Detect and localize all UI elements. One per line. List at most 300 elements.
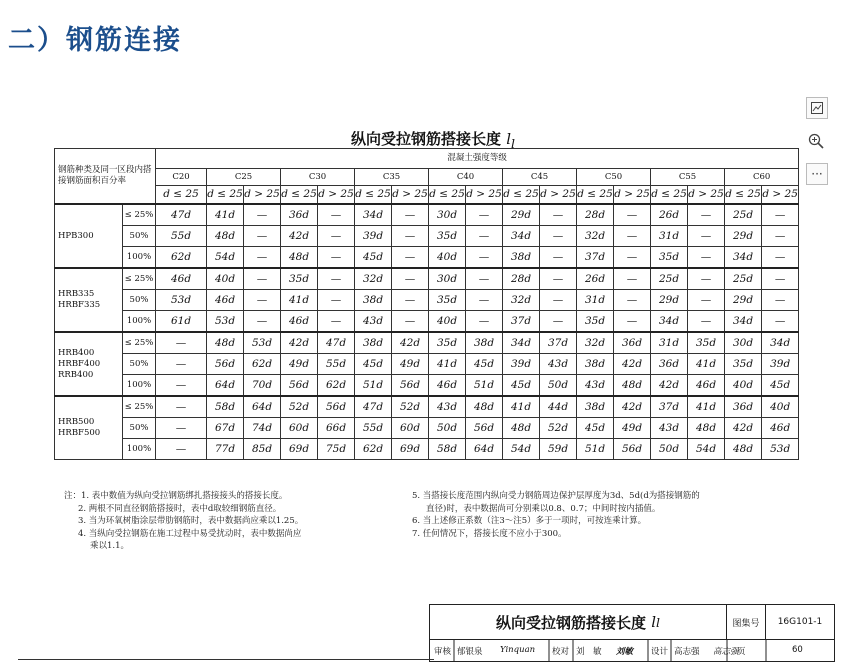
grade-header: C55 — [651, 169, 725, 186]
lap-length-cell: 52d — [281, 396, 318, 418]
lap-length-cell: — — [156, 332, 207, 354]
lap-length-cell: 41d — [281, 290, 318, 311]
lap-length-cell: — — [392, 290, 429, 311]
lap-length-cell: — — [614, 247, 651, 269]
lap-length-cell: 46d — [429, 375, 466, 397]
table-row — [55, 354, 799, 375]
lap-length-cell: 29d — [503, 204, 540, 226]
lap-length-cell: 43d — [429, 396, 466, 418]
lap-length-cell: 56d — [318, 396, 355, 418]
lap-length-cell: 49d — [614, 418, 651, 439]
lap-length-cell: 51d — [355, 375, 392, 397]
lap-length-cell: 32d — [355, 268, 392, 290]
lap-length-cell: 48d — [466, 396, 503, 418]
lap-length-cell: — — [156, 354, 207, 375]
lap-length-cell: 29d — [725, 290, 762, 311]
lap-length-cell: 36d — [725, 396, 762, 418]
lap-length-cell: 29d — [725, 226, 762, 247]
lap-length-cell: 48d — [281, 247, 318, 269]
lap-length-cell: 35d — [281, 268, 318, 290]
lap-length-cell: — — [466, 204, 503, 226]
lap-length-cell: — — [540, 268, 577, 290]
percentage-cell: 50% — [123, 226, 156, 247]
diameter-subheader: d ≤ 25 — [577, 186, 614, 205]
percentage-cell: 100% — [123, 375, 156, 397]
lap-length-cell: 34d — [725, 247, 762, 269]
steel-type-label: HRBF335 — [58, 300, 101, 310]
lap-length-cell: 42d — [281, 226, 318, 247]
lap-length-cell: 55d — [156, 226, 207, 247]
table-title: 纵向受拉钢筋搭接长度 $l_l$ — [350, 130, 516, 151]
lap-length-cell: 47d — [355, 396, 392, 418]
grade-header: C45 — [503, 169, 577, 186]
lap-length-cell: — — [392, 311, 429, 333]
lap-length-cell: — — [762, 311, 799, 333]
percentage-cell: 50% — [123, 290, 156, 311]
percentage-cell: 50% — [123, 354, 156, 375]
lap-length-cell: 85d — [244, 439, 281, 460]
lap-length-cell: 48d — [688, 418, 725, 439]
lap-length-cell: 38d — [355, 332, 392, 354]
diameter-subheader: d > 25 — [318, 186, 355, 205]
diameter-subheader: d ≤ 25 — [503, 186, 540, 205]
lap-length-cell: 67d — [207, 418, 244, 439]
lap-length-cell: — — [156, 418, 207, 439]
title-block-title: 纵向受拉钢筋搭接长度 l l — [430, 605, 727, 640]
lap-length-cell: — — [156, 439, 207, 460]
lap-length-cell: — — [688, 204, 725, 226]
diameter-subheader: d > 25 — [244, 186, 281, 205]
lap-length-cell: — — [318, 290, 355, 311]
percentage-cell: 100% — [123, 311, 156, 333]
lap-length-cell: 35d — [429, 226, 466, 247]
lap-length-cell: 41d — [688, 354, 725, 375]
lap-length-cell: — — [156, 396, 207, 418]
lap-length-cell: — — [318, 204, 355, 226]
steel-type-label: RRB400 — [58, 369, 94, 380]
percentage-cell: ≤ 25% — [123, 204, 156, 226]
lap-length-cell: 32d — [503, 290, 540, 311]
lap-length-cell: 47d — [318, 332, 355, 354]
lap-length-cell: 54d — [503, 439, 540, 460]
lap-length-cell: 69d — [281, 439, 318, 460]
lap-length-cell: 35d — [577, 311, 614, 333]
lap-length-cell: 37d — [577, 247, 614, 269]
lap-length-cell: — — [762, 247, 799, 269]
lap-length-cell: — — [688, 268, 725, 290]
lap-length-cell: — — [688, 311, 725, 333]
lap-length-cell: 46d — [156, 268, 207, 290]
lap-length-cell: 37d — [651, 396, 688, 418]
lap-length-cell: 35d — [651, 247, 688, 269]
design-name: 高志强 — [674, 647, 700, 657]
lap-length-cell: 28d — [577, 204, 614, 226]
lap-length-cell: — — [244, 226, 281, 247]
header-row-2 — [55, 169, 799, 186]
steel-type-label: HRBF500 — [58, 428, 101, 438]
lap-length-cell: 56d — [281, 375, 318, 397]
steel-type-cell — [55, 332, 123, 396]
note-line: 2. 两根不同直径钢筋搭接时，表中d取较细钢筋直径。 — [78, 503, 282, 514]
lap-length-cell: 31d — [651, 332, 688, 354]
lap-length-cell: — — [466, 226, 503, 247]
table-row — [55, 290, 799, 311]
lap-length-cell: 25d — [725, 268, 762, 290]
diameter-subheader: d ≤ 25 — [156, 186, 207, 205]
table-row — [55, 439, 799, 460]
lap-length-cell: — — [540, 204, 577, 226]
lap-length-cell: 56d — [207, 354, 244, 375]
diameter-subheader: d > 25 — [614, 186, 651, 205]
notes-right — [412, 490, 782, 540]
review-name: 郁银泉 — [457, 647, 483, 657]
lap-length-cell: — — [614, 268, 651, 290]
title-block — [429, 604, 835, 662]
lap-length-cell: 44d — [540, 396, 577, 418]
lap-length-cell: — — [392, 268, 429, 290]
percentage-cell: ≤ 25% — [123, 332, 156, 354]
lap-length-cell: — — [688, 290, 725, 311]
lap-length-cell: — — [244, 290, 281, 311]
lap-length-cell: 59d — [540, 439, 577, 460]
lap-length-cell: 37d — [503, 311, 540, 333]
lap-length-cell: 36d — [614, 332, 651, 354]
lap-length-cell: 41d — [429, 354, 466, 375]
diameter-subheader: d > 25 — [392, 186, 429, 205]
atlas-label: 图集号 — [727, 605, 766, 640]
lap-length-cell: 58d — [207, 396, 244, 418]
lap-length-cell: 35d — [429, 290, 466, 311]
lap-length-cell: 48d — [614, 375, 651, 397]
lap-length-cell: 42d — [614, 396, 651, 418]
concrete-grade-header: 混凝土强度等级 — [156, 149, 799, 169]
table-row — [55, 396, 799, 418]
lap-length-cell: 62d — [318, 375, 355, 397]
lap-length-cell: — — [540, 290, 577, 311]
lap-length-cell: — — [244, 311, 281, 333]
bottom-rule — [18, 659, 434, 660]
lap-length-cell: 61d — [156, 311, 207, 333]
lap-length-cell: 41d — [503, 396, 540, 418]
diameter-subheader: d > 25 — [466, 186, 503, 205]
lap-length-cell: — — [614, 226, 651, 247]
percentage-cell: ≤ 25% — [123, 268, 156, 290]
note-line: 4. 当纵向受拉钢筋在施工过程中易受扰动时，表中数据尚应 — [78, 528, 302, 539]
lap-length-cell: 43d — [355, 311, 392, 333]
lap-length-cell: 31d — [577, 290, 614, 311]
lap-length-cell: 64d — [207, 375, 244, 397]
note-line: 7. 任何情况下，搭接长度不应小于300。 — [412, 528, 567, 539]
lap-length-cell: — — [244, 268, 281, 290]
lap-length-cell: 60d — [392, 418, 429, 439]
lap-length-cell: — — [688, 226, 725, 247]
lap-length-cell: 53d — [207, 311, 244, 333]
lap-length-cell: 35d — [688, 332, 725, 354]
lap-length-cell: 30d — [429, 268, 466, 290]
lap-length-cell: 74d — [244, 418, 281, 439]
grade-header: C25 — [207, 169, 281, 186]
lap-length-cell: 34d — [503, 226, 540, 247]
table-row — [55, 247, 799, 269]
lap-length-cell: 69d — [392, 439, 429, 460]
lap-length-cell: 39d — [355, 226, 392, 247]
lap-length-cell: 49d — [281, 354, 318, 375]
lap-length-cell: 34d — [503, 332, 540, 354]
diameter-subheader: d > 25 — [688, 186, 725, 205]
lap-length-cell: — — [688, 247, 725, 269]
atlas-number: 16G101-1 — [766, 605, 834, 640]
page-heading: 二）钢筋连接 — [8, 25, 182, 56]
lap-length-cell: — — [762, 226, 799, 247]
lap-length-cell: 31d — [651, 226, 688, 247]
lap-length-cell: — — [244, 204, 281, 226]
steel-type-label: HRB400 — [58, 347, 95, 358]
review-signature: Yinquan — [500, 645, 536, 655]
note-line: 6. 当上述修正系数（注3～注5）多于一项时，可按连乘计算。 — [412, 516, 647, 526]
lap-length-cell: 62d — [244, 354, 281, 375]
steel-type-label: HRBF400 — [58, 358, 101, 369]
lap-length-cell: 42d — [725, 418, 762, 439]
lap-length-cell: 45d — [577, 418, 614, 439]
lap-length-cell: 51d — [577, 439, 614, 460]
lap-length-cell: 34d — [651, 311, 688, 333]
table-row — [55, 418, 799, 439]
lap-length-cell: 37d — [540, 332, 577, 354]
lap-length-cell: — — [614, 204, 651, 226]
table-row — [55, 332, 799, 354]
table-row — [55, 268, 799, 290]
lap-length-cell: 75d — [318, 439, 355, 460]
percentage-cell: 100% — [123, 247, 156, 269]
lap-length-cell: 48d — [207, 332, 244, 354]
header-row-3 — [55, 186, 799, 205]
more-icon[interactable]: ··· — [806, 163, 828, 185]
lap-length-cell: 66d — [318, 418, 355, 439]
diameter-subheader: d ≤ 25 — [207, 186, 244, 205]
lap-length-cell: 46d — [688, 375, 725, 397]
steel-type-cell — [55, 396, 123, 460]
lap-length-cell: 35d — [429, 332, 466, 354]
lap-length-cell: 39d — [503, 354, 540, 375]
lap-length-cell: 30d — [429, 204, 466, 226]
lap-length-cell: 26d — [651, 204, 688, 226]
page-number: 60 — [792, 645, 803, 655]
lap-length-cell: 55d — [318, 354, 355, 375]
diameter-subheader: d ≤ 25 — [429, 186, 466, 205]
lap-length-cell: 43d — [577, 375, 614, 397]
lap-length-cell: 62d — [156, 247, 207, 269]
lap-length-cell: 34d — [725, 311, 762, 333]
lap-length-cell: 55d — [355, 418, 392, 439]
lap-length-cell: 51d — [466, 375, 503, 397]
lap-length-cell: 62d — [355, 439, 392, 460]
lap-length-cell: 43d — [540, 354, 577, 375]
grade-header: C50 — [577, 169, 651, 186]
lap-length-cell: 40d — [207, 268, 244, 290]
lap-length-cell: 48d — [725, 439, 762, 460]
lap-length-cell: — — [540, 226, 577, 247]
diameter-subheader: d > 25 — [540, 186, 577, 205]
lap-length-cell: — — [540, 247, 577, 269]
table-row — [55, 375, 799, 397]
note-line: 乘以1.1。 — [90, 541, 130, 551]
lap-length-cell: — — [244, 247, 281, 269]
lap-length-cell: 52d — [392, 396, 429, 418]
lap-length-cell: 36d — [651, 354, 688, 375]
lap-length-cell: 30d — [725, 332, 762, 354]
lap-length-cell: 36d — [281, 204, 318, 226]
lap-length-cell: — — [466, 311, 503, 333]
lap-length-cell: 42d — [392, 332, 429, 354]
lap-length-cell: 60d — [281, 418, 318, 439]
lap-length-cell: — — [318, 247, 355, 269]
lap-length-cell: 46d — [281, 311, 318, 333]
lap-length-table — [54, 148, 799, 460]
lap-length-cell: 40d — [725, 375, 762, 397]
lap-length-cell: 40d — [429, 311, 466, 333]
table-row — [55, 226, 799, 247]
diameter-subheader: d > 25 — [762, 186, 799, 205]
design-signature: 高志强 — [713, 647, 739, 657]
lap-length-cell: 25d — [651, 268, 688, 290]
lap-length-cell: 45d — [466, 354, 503, 375]
lap-length-cell: — — [318, 311, 355, 333]
lap-length-cell: — — [156, 375, 207, 397]
lap-length-cell: — — [466, 247, 503, 269]
lap-length-cell: 46d — [207, 290, 244, 311]
lap-length-cell: 54d — [688, 439, 725, 460]
lap-length-cell: 56d — [466, 418, 503, 439]
lap-length-cell: — — [466, 268, 503, 290]
lap-length-cell: — — [614, 311, 651, 333]
lap-length-cell: 53d — [156, 290, 207, 311]
lap-length-cell: 45d — [355, 354, 392, 375]
image-icon[interactable] — [806, 97, 828, 119]
lap-length-cell: 38d — [466, 332, 503, 354]
design-label: 设计 — [651, 647, 669, 657]
notes-left — [64, 490, 404, 553]
lap-length-cell: 46d — [762, 418, 799, 439]
lap-length-cell: 47d — [156, 204, 207, 226]
lap-length-cell: 38d — [503, 247, 540, 269]
lap-length-cell: 56d — [392, 375, 429, 397]
row-label-header: 钢筋种类及同一区段内搭接钢筋面积百分率 — [55, 149, 156, 205]
page-label: 页 — [737, 647, 746, 657]
percentage-cell: ≤ 25% — [123, 396, 156, 418]
lap-length-cell: — — [762, 290, 799, 311]
lap-length-cell: 32d — [577, 226, 614, 247]
lap-length-cell: 77d — [207, 439, 244, 460]
lap-length-cell: — — [392, 204, 429, 226]
lap-length-cell: 45d — [355, 247, 392, 269]
lap-length-cell: 42d — [281, 332, 318, 354]
lap-length-cell: 41d — [207, 204, 244, 226]
lap-length-cell: — — [318, 226, 355, 247]
note-line: 3. 当为环氧树脂涂层带肋钢筋时，表中数据尚应乘以1.25。 — [78, 516, 304, 526]
diameter-subheader: d ≤ 25 — [281, 186, 318, 205]
lap-length-cell: 48d — [207, 226, 244, 247]
lap-length-cell: — — [614, 290, 651, 311]
lap-length-cell: 40d — [429, 247, 466, 269]
table-row — [55, 204, 799, 226]
lap-length-cell: 49d — [392, 354, 429, 375]
lap-length-cell: 38d — [355, 290, 392, 311]
lap-length-cell: 41d — [688, 396, 725, 418]
lap-length-cell: — — [392, 226, 429, 247]
lap-length-cell: — — [318, 268, 355, 290]
lap-length-cell: 58d — [429, 439, 466, 460]
lap-length-cell: 40d — [762, 396, 799, 418]
lap-length-cell: 53d — [762, 439, 799, 460]
percentage-cell: 100% — [123, 439, 156, 460]
lap-length-cell: 64d — [466, 439, 503, 460]
lap-length-cell: 39d — [762, 354, 799, 375]
review-label: 审核 — [434, 647, 452, 657]
lap-length-cell: 25d — [725, 204, 762, 226]
lap-length-cell: 50d — [429, 418, 466, 439]
note-line: 5. 当搭接长度范围内纵向受力钢筋周边保护层厚度为3d、5d(d为搭接钢筋的 — [412, 491, 700, 501]
lap-length-cell: 50d — [540, 375, 577, 397]
check-signature: 刘敏 — [616, 647, 634, 657]
lap-length-cell: 34d — [762, 332, 799, 354]
note-line: 注：1. 表中数值为纵向受拉钢筋绑扎搭接接头的搭接长度。 — [64, 491, 288, 501]
lap-length-cell: 29d — [651, 290, 688, 311]
lap-length-cell: 42d — [651, 375, 688, 397]
lap-length-cell: 64d — [244, 396, 281, 418]
lap-length-cell: 26d — [577, 268, 614, 290]
lap-length-cell: 45d — [503, 375, 540, 397]
steel-type-label: HRB500 — [58, 417, 95, 427]
lap-length-cell: 28d — [503, 268, 540, 290]
diameter-subheader: d ≤ 25 — [651, 186, 688, 205]
steel-type-label: HRB335 — [58, 289, 95, 299]
grade-header: C35 — [355, 169, 429, 186]
grade-header: C30 — [281, 169, 355, 186]
lap-length-cell: 35d — [725, 354, 762, 375]
lap-length-cell: 34d — [355, 204, 392, 226]
lap-length-cell: 38d — [577, 354, 614, 375]
lap-length-cell: 48d — [503, 418, 540, 439]
lap-length-cell: 38d — [577, 396, 614, 418]
lap-length-cell: 42d — [614, 354, 651, 375]
note-line: 直径)时，表中数据尚可分别乘以0.8、0.7；中间时按内插值。 — [426, 503, 661, 514]
lap-length-cell: 32d — [577, 332, 614, 354]
grade-header: C60 — [725, 169, 799, 186]
grade-header: C20 — [156, 169, 207, 186]
table-row — [55, 311, 799, 333]
lap-length-cell: — — [762, 204, 799, 226]
percentage-cell: 50% — [123, 418, 156, 439]
lap-length-cell: — — [392, 247, 429, 269]
steel-type-cell — [55, 268, 123, 332]
grade-header: C40 — [429, 169, 503, 186]
lap-length-cell: 43d — [651, 418, 688, 439]
lap-length-cell: 50d — [651, 439, 688, 460]
lap-length-cell: — — [466, 290, 503, 311]
lap-length-cell: — — [762, 268, 799, 290]
lap-length-cell: 56d — [614, 439, 651, 460]
diameter-subheader: d ≤ 25 — [725, 186, 762, 205]
lap-length-cell: 54d — [207, 247, 244, 269]
check-label: 校对 — [552, 647, 570, 657]
diameter-subheader: d ≤ 25 — [355, 186, 392, 205]
lap-length-cell: 53d — [244, 332, 281, 354]
header-row-1 — [55, 149, 799, 169]
lap-length-cell: 52d — [540, 418, 577, 439]
lap-length-cell: 45d — [762, 375, 799, 397]
steel-type-label: HPB300 — [58, 230, 94, 241]
check-name: 刘 敏 — [576, 647, 602, 657]
